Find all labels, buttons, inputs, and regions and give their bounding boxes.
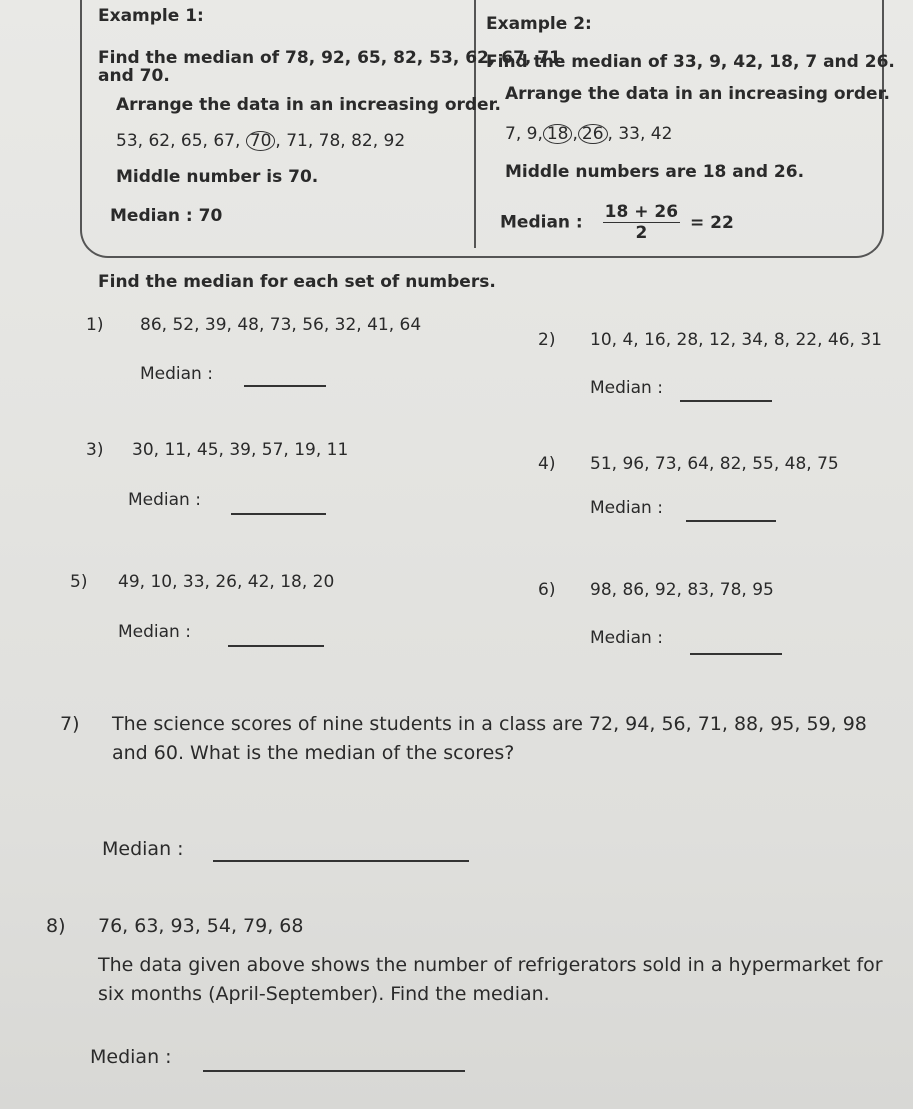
problem8-answer-blank[interactable] — [203, 1070, 465, 1072]
example1-sorted-before: 53, 62, 65, 67, — [116, 131, 246, 151]
example2-title: Example 2: — [486, 14, 592, 34]
example2-fraction-denominator: 2 — [635, 223, 648, 243]
problem5-number: 5) — [70, 572, 88, 592]
problem7-answer-blank[interactable] — [213, 860, 469, 862]
problem8-line2: six months (April-September). Find the median. — [98, 983, 550, 1005]
example2-circled-a: 18 — [543, 124, 573, 144]
problem7-line1: The science scores of nine students in a class are 72, 94, 56, 71, 88, 95, 59, 98 — [112, 713, 867, 735]
problem3-data: 30, 11, 45, 39, 57, 19, 11 — [132, 440, 349, 460]
problem4-answer-blank[interactable] — [686, 520, 776, 522]
problem8-median-label: Median : — [90, 1046, 172, 1068]
example1-circled-median: 70 — [246, 131, 276, 151]
problem2-number: 2) — [538, 330, 556, 350]
example1-question-line2: and 70. — [98, 66, 170, 86]
example2-middle-text: Middle numbers are 18 and 26. — [505, 162, 805, 182]
problem3-median-label: Median : — [128, 490, 201, 510]
example1-median-value: 70 — [198, 206, 223, 226]
problem2-data: 10, 4, 16, 28, 12, 34, 8, 22, 46, 31 — [590, 330, 882, 350]
example2-instruction: Arrange the data in an increasing order. — [505, 84, 890, 104]
problem1-number: 1) — [86, 315, 104, 335]
example2-sorted-before: 7, 9, — [505, 124, 543, 144]
problem8-number: 8) — [46, 915, 66, 937]
example1-question-line1: Find the median of 78, 92, 65, 82, 53, 62, 67, 71 — [98, 48, 561, 68]
problem5-data: 49, 10, 33, 26, 42, 18, 20 — [118, 572, 335, 592]
example1-median — [110, 206, 222, 226]
problem8-data: 76, 63, 93, 54, 79, 68 — [98, 915, 304, 937]
problem1-median-label: Median : — [140, 364, 213, 384]
problem2-median-label: Median : — [590, 378, 663, 398]
example1-sorted — [116, 131, 405, 151]
examples-divider — [474, 0, 476, 248]
problem2-answer-blank[interactable] — [680, 400, 772, 402]
example1-title: Example 1: — [98, 6, 204, 26]
example1-sorted-after: , 71, 78, 82, 92 — [275, 131, 406, 151]
problem6-data: 98, 86, 92, 83, 78, 95 — [590, 580, 774, 600]
problem7-median-label: Median : — [102, 838, 184, 860]
example2-sorted-after: , 33, 42 — [607, 124, 673, 144]
example2-fraction — [603, 202, 680, 243]
problem7-line2: and 60. What is the median of the scores? — [112, 742, 515, 764]
problem3-number: 3) — [86, 440, 104, 460]
problem7-number: 7) — [60, 713, 80, 735]
example2-median-result: = 22 — [689, 212, 734, 233]
problem1-data: 86, 52, 39, 48, 73, 56, 32, 41, 64 — [140, 315, 422, 335]
problem4-median-label: Median : — [590, 498, 663, 518]
problem5-median-label: Median : — [118, 622, 191, 642]
problem1-answer-blank[interactable] — [244, 385, 326, 387]
example2-sorted-mid: , — [572, 124, 578, 144]
example1-middle-text: Middle number is 70. — [116, 167, 319, 187]
example2-median-label: Median : — [500, 212, 583, 233]
problem4-data: 51, 96, 73, 64, 82, 55, 48, 75 — [590, 454, 839, 474]
example2-fraction-numerator: 18 + 26 — [604, 202, 679, 222]
example2-circled-b: 26 — [578, 124, 608, 144]
example2-median — [500, 202, 734, 243]
problem4-number: 4) — [538, 454, 556, 474]
example1-instruction: Arrange the data in an increasing order. — [116, 95, 501, 115]
example1-median-label: Median : — [110, 206, 193, 226]
problem5-answer-blank[interactable] — [228, 645, 324, 647]
problem3-answer-blank[interactable] — [231, 513, 326, 515]
example2-question: Find the median of 33, 9, 42, 18, 7 and 26. — [486, 52, 895, 72]
example2-sorted — [505, 124, 672, 144]
problem6-median-label: Median : — [590, 628, 663, 648]
problem6-number: 6) — [538, 580, 556, 600]
problem8-line1: The data given above shows the number of refrigerators sold in a hypermarket for — [98, 954, 883, 976]
problem6-answer-blank[interactable] — [690, 653, 782, 655]
section-instructions: Find the median for each set of numbers. — [98, 272, 496, 292]
